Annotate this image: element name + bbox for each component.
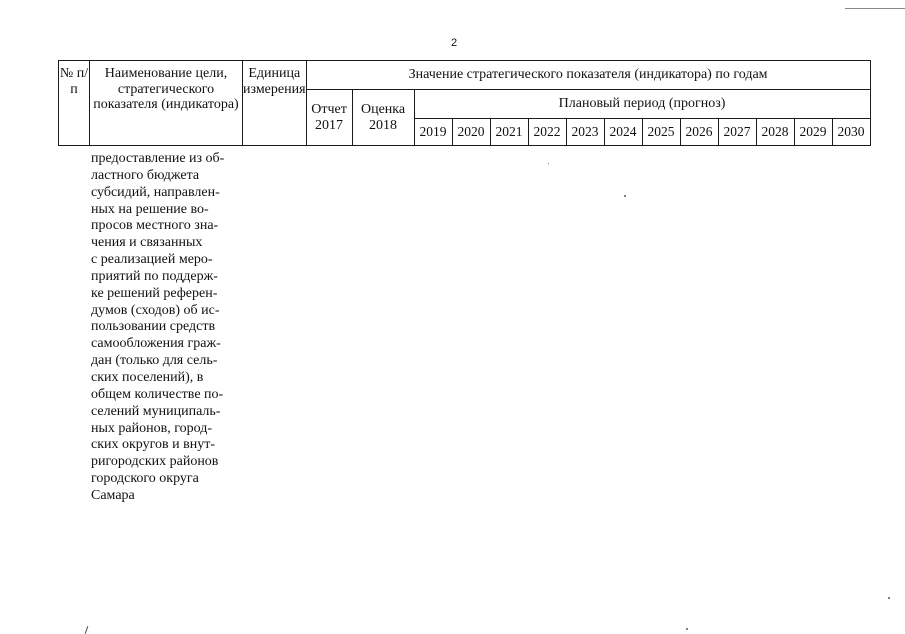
header-unit: Единица измерения [243, 61, 307, 146]
text-line: ластного бюджета [91, 167, 200, 183]
text-line: селений муниципаль- [91, 403, 221, 419]
scan-mark [85, 626, 89, 634]
text-line: самообложения граж- [91, 336, 221, 352]
text-line: думов (сходов) об ис- [91, 302, 220, 318]
header-year: 2020 [452, 119, 490, 146]
header-year: 2030 [832, 119, 870, 146]
header-year: 2029 [794, 119, 832, 146]
header-report: Отчет 2017 [306, 90, 352, 146]
scan-speck [686, 628, 688, 630]
header-name: Наименование цели, стратегического показателя (индикатора) [90, 61, 243, 146]
header-number: № п/п [59, 61, 90, 146]
header-planned-period: Плановый период (прогноз) [414, 90, 870, 119]
strategic-indicators-table [58, 60, 871, 146]
header-values-by-years: Значение стратегического показателя (индикатора) по годам [306, 61, 870, 90]
text-line: дан (только для сель- [91, 353, 218, 369]
text-line: предоставление из об- [91, 151, 225, 166]
text-line: общем количестве по- [91, 386, 224, 402]
header-estimate: Оценка 2018 [352, 90, 414, 146]
scan-edge-line [845, 8, 905, 9]
text-line: просов местного зна- [91, 218, 219, 234]
text-line: с реализацией меро- [91, 252, 213, 268]
text-line: ских округов и внут- [91, 437, 216, 453]
text-line: ных на решение во- [91, 201, 209, 217]
header-year: 2028 [756, 119, 794, 146]
header-year: 2027 [718, 119, 756, 146]
header-year: 2025 [642, 119, 680, 146]
header-year: 2021 [490, 119, 528, 146]
header-year: 2026 [680, 119, 718, 146]
scan-speck [888, 597, 890, 599]
scan-speck [548, 163, 549, 164]
text-line: ских поселений), в [91, 369, 204, 385]
header-year: 2023 [566, 119, 604, 146]
text-line: чения и связанных [91, 235, 203, 251]
text-line: ных районов, город- [91, 420, 212, 436]
scan-speck [624, 195, 626, 197]
text-line: субсидий, направлен- [91, 184, 220, 200]
text-line: ригородских районов [91, 454, 219, 470]
page-number: 2 [450, 37, 458, 49]
header-year: 2022 [528, 119, 566, 146]
header-year: 2019 [414, 119, 452, 146]
indicator-name-continued [91, 151, 243, 505]
text-line: ке решений референ- [91, 285, 218, 301]
text-line: пользовании средств [91, 319, 216, 335]
text-line: приятий по поддерж- [91, 268, 218, 284]
header-year: 2024 [604, 119, 642, 146]
text-line: городского округа [91, 471, 199, 487]
text-line: Самара [91, 487, 135, 503]
